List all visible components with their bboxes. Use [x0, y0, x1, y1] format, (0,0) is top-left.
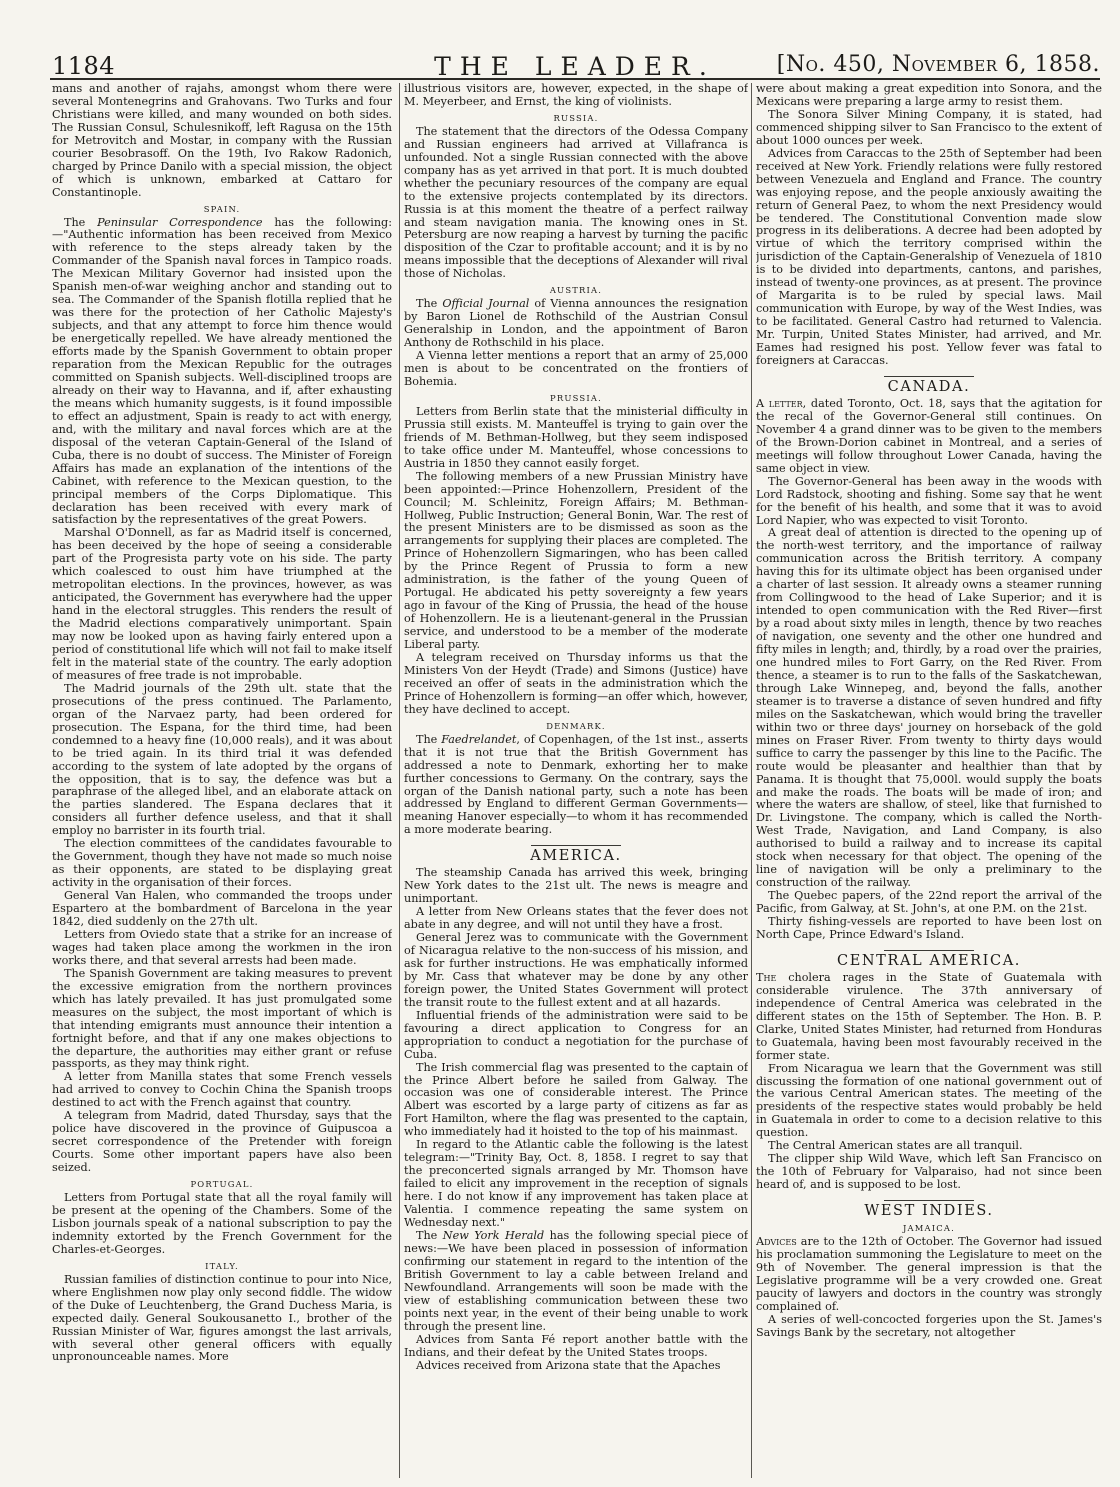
article-paragraph: The Sonora Silver Mining Company, it is stated, had commenced shipping silver to San Francisco to the extent of about 1000 ounces per week. — [756, 107, 1102, 147]
article-paragraph: Advices from Santa Fé report another battle with the Indians, and their defeat by the United States troops. — [404, 1332, 748, 1359]
section-heading-west-indies: WEST INDIES. — [864, 1203, 994, 1220]
section-heading-portugal: PORTUGAL. — [190, 1179, 254, 1190]
article-paragraph: The following members of a new Prussian Ministry have been appointed:—Prince Hohenzollern, President of the Council; M. Schleinitz, Foreign Affairs; M. Bethman-Hollweg, Public Instruction; General Bonin, War. The rest of the present Ministers are to be dismissed as soon as the arrangements for supplying their places are completed. The Prince of Hohenzollern Sigmaringen, who has been called by the Prince Regent of Prussia to form a new administration, is the father of the young Queen of Portugal. He abdicated his petty sovereignty a few years ago in favour of the King of Prussia, the head of the house of Hohenzollern. He is a lieutenant-general in the Prussian service, and understood to be a member of the moderate Liberal party. — [404, 469, 748, 652]
article-paragraph: In regard to the Atlantic cable the following is the latest telegram:—"Trinity Bay, Oct. 8, 1858. I regret to say that the preconcerted signals arranged by Mr. Thomson have failed to elicit any improvement in the reception of signals here. I do not know if any improvement has taken place at Valentia. I commence repeating the same system on Wednesday next." — [404, 1138, 748, 1230]
column-divider — [751, 83, 752, 1478]
article-paragraph: The Spanish Government are taking measures to prevent the excessive emigration from the northern provinces which has lately prevailed. It has just promulgated some measures on the subject, the most important of which is that intending emigrants must announce their intention a fortnight before, and that if any one makes objections to the departure, the authorities may either grant or refuse passports, as they may think right. — [52, 966, 392, 1071]
article-paragraph: Thirty fishing-vessels are reported to have been lost on North Cape, Prince Edward's Island. — [756, 915, 1102, 941]
section-rule — [531, 845, 621, 846]
article-paragraph: From Nicaragua we learn that the Government was still discussing the formation of one national government out of the various Central American states. The meeting of the presidents of the respective states would probably be held in Guatemala in order to come to a decision relative to this question. — [756, 1061, 1102, 1140]
column-divider — [399, 83, 400, 1478]
article-paragraph: Letters from Berlin state that the ministerial difficulty in Prussia still exists. M. Manteuffel is trying to gain over the friends of M. Bethman-Hollweg, but they seem indisposed to take office under M. Manteuffel, whose concessions to Austria in 1850 they cannot easily forget. — [404, 404, 748, 470]
article-paragraph: Advices from Caraccas to the 25th of September had been received at New York. Friendly relations were fully restored between Venezuela and England and France. The country was enjoying repose, and the people anxiously awaiting the return of General Paez, to whom the next Presidency would be tendered. The Constitutional Convention made slow progress in its deliberations. A decree had been adopted by virtue of which the territory comprised within the jurisdiction of the Captain-Generalship of Venezuela of 1810 is to be divided into departments, cantons, and parishes, instead of twenty-one provinces, as at present. The province of Margarita is to be ruled by special laws. Mail communication with Europe, by way of the West Indies, was to be facilitated. General Castro had returned to Valencia. Mr. Turpin, United States Minister, had arrived, and Mr. Eames had resigned his post. Yellow fever was fatal to foreigners at Caraccas. — [756, 146, 1102, 368]
article-paragraph: were about making a great expedition into Sonora, and the Mexicans were preparing a large army to resist them. — [756, 83, 1102, 108]
article-paragraph: The steamship Canada has arrived this week, bringing New York dates to the 21st ult. The news is meagre and unimportant. — [404, 866, 748, 906]
section-rule — [884, 376, 974, 377]
article-paragraph: The Faedrelandet, of Copenhagen, of the 1st inst., asserts that it is not true that the British Government has addressed a note to Denmark, exhorting her to make further concessions to Germany. On the contrary, says the organ of the Danish national party, such a note has been addressed by England to different German Governments—meaning Hanover especially—to whom it has recommended a more moderate bearing. — [404, 732, 748, 837]
article-paragraph: The New York Herald has the following special piece of news:—We have been placed in possession of information confirming our statement in regard to the intention of the British Government to lay a cable between Ireland and Newfoundland. Arrangements will soon be made with the view of establishing communication between these two points next year, in the event of their being unable to work through the present line. — [404, 1228, 748, 1333]
header-rule — [50, 78, 1100, 80]
article-paragraph: Advices received from Arizona state that the Apaches — [416, 1358, 721, 1372]
section-heading-italy: ITALY. — [205, 1260, 239, 1271]
section-heading-austria: AUSTRIA. — [549, 285, 603, 296]
article-paragraph: A series of well-concocted forgeries upon the St. James's Savings Bank by the secretary, not altogether — [756, 1312, 1102, 1339]
subsection-heading-jamaica: JAMAICA. — [902, 1223, 956, 1234]
section-heading-spain: SPAIN. — [203, 203, 241, 214]
article-paragraph: The Madrid journals of the 29th ult. state that the prosecutions of the press continued. The Parlamento, organ of the Narvaez party, had been ordered for prosecution. The Espana, for the third time, had been condemned to a heavy fine (10,000 reals), and it was about to be tried again. In its third trial it was defended according to the system of late adopted by the organs of the opposition, that is to say, the defence was but a paraphrase of the alleged libel, and an elaborate attack on the parties slandered. The Espana declares that it considers all further defence useless, and that it shall employ no barrister in its fourth trial. — [52, 681, 392, 838]
column-3 — [756, 83, 1102, 1478]
article-paragraph: A letter from New Orleans states that the fever does not abate in any degree, and will not until they have a frost. — [404, 905, 748, 932]
article-paragraph: The Irish commercial flag was presented to the captain of the Prince Albert before he sailed from Galway. The occasion was one of considerable interest. The Prince Albert was escorted by a large party of citizens as far as Fort Hamilton, where the flag was presented to the captain, who immediately had it hoisted to the top of his mainmast. — [404, 1060, 748, 1139]
article-paragraph: illustrious visitors are, however, expected, in the shape of M. Meyerbeer, and Ernst, the king of violinists. — [404, 83, 748, 108]
page-number: 1184 — [52, 52, 116, 80]
article-paragraph: Letters from Oviedo state that a strike for an increase of wages had taken place among the workmen in the iron works there, and that several arrests had been made. — [52, 927, 392, 967]
article-paragraph: The Quebec papers, of the 22nd report the arrival of the Pacific, from Galway, at St. John's, at one P.M. on the 21st. — [756, 889, 1102, 916]
section-rule — [884, 1200, 974, 1201]
article-paragraph: Marshal O'Donnell, as far as Madrid itself is concerned, has been deceived by the hope of seeing a considerable part of the Progresista party vote on his side. The party which coalesced to oust him have triumphed at the metropolitan elections. In the provinces, however, as was anticipated, the Government has everywhere had the upper hand in the electoral struggles. This renders the result of the Madrid elections comparatively unimportant. Spain may now be looked upon as having fairly entered upon a period of constitutional life which will not fail to make itself felt in the material state of the country. The early adoption of measures of free trade is not improbable. — [52, 526, 392, 682]
article-paragraph: Influential friends of the administration were said to be favouring a direct application to Congress for an appropriation to conduct a negotiation for the purchase of Cuba. — [404, 1008, 748, 1061]
article-paragraph: A Vienna letter mentions a report that an army of 25,000 men is about to be concentrated on the frontiers of Bohemia. — [404, 349, 748, 388]
article-paragraph: The Peninsular Correspondence has the following:—"Authentic information has been received from Mexico with reference to the steps already taken by the Commander of the Spanish naval forces in Tampico roads. The Mexican Military Governor had insisted upon the Spanish men-of-war weighing anchor and standing out to sea. The Commander of the Spanish flotilla replied that he was there for the protection of her Catholic Majesty's subjects, and that any attempt to force him thence would be energetically repelled. We have already mentioned the efforts made by the Spanish Government to obtain proper reparation from the Mexican Republic for the outrages committed on Spanish subjects. Well-disciplined troops are already on their way to Havanna, and if, after exhausting the means which humanity suggests, is it found impossible to effect an adjustment, Spain is ready to act with energy, and, with the military and naval forces which are at the disposal of the veteran Captain-General of the Island of Cuba, there is no doubt of success. The Minister of Foreign Affairs has made an explanation of the intentions of the Cabinet, with reference to the Mexican question, to the principal members of the Corps Diplomatique. This declaration has been received with every mark of satisfaction by the representatives of the great Powers. — [52, 215, 392, 527]
article-paragraph: A letter, dated Toronto, Oct. 18, says that the agitation for the recal of the Governor-General still continues. On November 4 a grand dinner was to be given to the members of the Brown-Dorion cabinet in Montreal, and a series of meetings will follow throughout Lower Canada, having the same object in view. — [756, 396, 1102, 475]
article-paragraph: A telegram from Madrid, dated Thursday, says that the police have discovered in the province of Guipuscoa a secret correspondence of the Pretender with foreign Courts. Some other important papers have also been seized. — [52, 1109, 392, 1175]
article-paragraph: General Van Halen, who commanded the troops under Espartero at the bombardment of Barcelona in the year 1842, died suddenly on the 27th ult. — [52, 889, 392, 928]
article-paragraph: A great deal of attention is directed to the opening up of the north-west territory, and the importance of railway communication across the British territory. A company having this for its ultimate object has been organised under a charter of last session. It already owns a steamer running from Collingwood to the head of Lake Superior; and it is intended to open communication with the Red River—first by a road about sixty miles in length, thence by two reaches of navigation, one seventy and the other one hundred and fifty miles in length; and, thirdly, by a road over the prairies, one hundred miles to Fort Garry, on the Red River. From thence, a steamer is to run to the falls of the Saskatchewan, through Lake Winnepeg, and, beyond the falls, another steamer is to traverse a distance of seven hundred and fifty miles on the Saskatchewan, which would bring the traveller within two or three days' journey on horseback of the gold mines on Fraser River. From twenty to thirty days would suffice to carry the passenger by this line to the Pacific. The route would be pleasanter and healthier than that by Panama. It is thought that 75,000l. would supply the boats and make the roads. The boats will be made of iron; and where the waters are shallow, of steel, like that furnished to Dr. Livingstone. The company, which is called the North-West Trade, Navigation, and Land Company, is also authorised to build a railway and to increase its capital stock when necessary for that object. The opening of the line of navigation will be only a preliminary to the construction of the railway. — [756, 526, 1102, 890]
newspaper-title: THE LEADER. — [434, 52, 716, 81]
section-heading-prussia: PRUSSIA. — [550, 392, 602, 403]
section-rule — [884, 950, 974, 951]
section-heading-america: AMERICA. — [530, 848, 622, 865]
section-heading-canada: CANADA. — [887, 378, 971, 395]
article-paragraph: General Jerez was to communicate with the Government of Nicaragua relative to the non-success of his mission, and ask for further instructions. He was emphatically informed by Mr. Cass that whatever may be done by any other foreign power, the United States Government will protect the transit route to the fullest extent and at all hazards. — [404, 931, 748, 1009]
article-paragraph: A letter from Manilla states that some French vessels had arrived to convey to Cochin China the Spanish troops destined to act with the French against that country. — [52, 1070, 392, 1110]
article-paragraph: mans and another of rajahs, amongst whom there were several Montenegrins and Grahovans. Two Turks and four Christians were killed, and many wounded on both sides. The Russian Consul, Schulesnikoff, left Ragusa on the 15th for Metrovitch and Mostar, in company with the Russian courier Besobrasoff. On the 19th, Ivo Rakow Radonich, charged by Prince Danilo with a special mission, the object of which is unknown, embarked at Cattaro for Constantinople. — [52, 83, 392, 199]
section-heading-central-america: CENTRAL AMERICA. — [837, 952, 1021, 969]
article-paragraph: The clipper ship Wild Wave, which left San Francisco on the 10th of February for Valparaiso, had not since been heard of, and is supposed to be lost. — [756, 1152, 1102, 1192]
article-paragraph: The Central American states are all tranquil. — [768, 1139, 1023, 1153]
section-heading-russia: RUSSIA. — [553, 112, 599, 123]
article-paragraph: The statement that the directors of the Odessa Company and Russian engineers had arrived at Villafranca is unfounded. Not a single Russian connected with the above company has as yet arrived in that port. It is much doubted whether the pecuniary resources of the company are equal to the extensive projects contemplated by its directors. Russia is at this moment the theatre of a perfect railway and steam navigation mania. The knowing ones in St. Petersburg are now reaping a harvest by turning the pacific disposition of the Czar to profitable account; and it is by no means impossible that the deceptions of Alexander will rival those of Nicholas. — [404, 124, 748, 281]
article-paragraph: Letters from Portugal state that all the royal family will be present at the opening of the Chambers. Some of the Lisbon journals speak of a national subscription to pay the indemnity extorted by the French Government for the Charles-et-Georges. — [52, 1191, 392, 1256]
column-2 — [404, 83, 748, 1478]
article-paragraph: Russian families of distinction continue to pour into Nice, where Englishmen now play only second fiddle. The widow of the Duke of Leuchtenberg, the Grand Duchess Maria, is expected daily. General Soukousanetto I., brother of the Russian Minister of War, figures amongst the last arrivals, with several other general officers with equally unpronounceable names. More — [52, 1272, 392, 1364]
article-paragraph: The Official Journal of Vienna announces the resignation by Baron Lionel de Rothschild of the Austrian Consul Generalship in London, and the appointment of Baron Anthony de Rothschild in his place. — [404, 297, 748, 350]
issue-info: [No. 450, November 6, 1858. — [776, 52, 1100, 77]
article-paragraph: Advices are to the 12th of October. The Governor had issued his proclamation summoning the Legislature to meet on the 9th of November. The general impression is that the Legislative programme will be a very crowded one. Great paucity of lawyers and doctors in the country was strongly complained of. — [756, 1235, 1102, 1313]
article-paragraph: The election committees of the candidates favourable to the Government, though they have not made so much noise as their opponents, are stated to be displaying great activity in the organisation of their forces. — [52, 837, 392, 890]
column-1 — [52, 83, 392, 1478]
article-paragraph: The Governor-General has been away in the woods with Lord Radstock, shooting and fishing. Some say that he went for the benefit of his health, and some that it was to avoid Lord Napier, who was expected to visit Toronto. — [756, 474, 1102, 527]
article-paragraph: A telegram received on Thursday informs us that the Ministers Von der Heydt (Trade) and Simons (Justice) have received an offer of seats in the administration which the Prince of Hohenzollern is forming—an offer which, however, they have declined to accept. — [404, 650, 748, 716]
section-heading-denmark: DENMARK. — [546, 720, 606, 731]
article-paragraph: The cholera rages in the State of Guatemala with considerable virulence. The 37th anniversary of independence of Central America was celebrated in the different states on the 15th of September. The Hon. B. P. Clarke, United States Minister, had returned from Honduras to Guatemala, having been most favourably received in the former state. — [756, 970, 1102, 1062]
